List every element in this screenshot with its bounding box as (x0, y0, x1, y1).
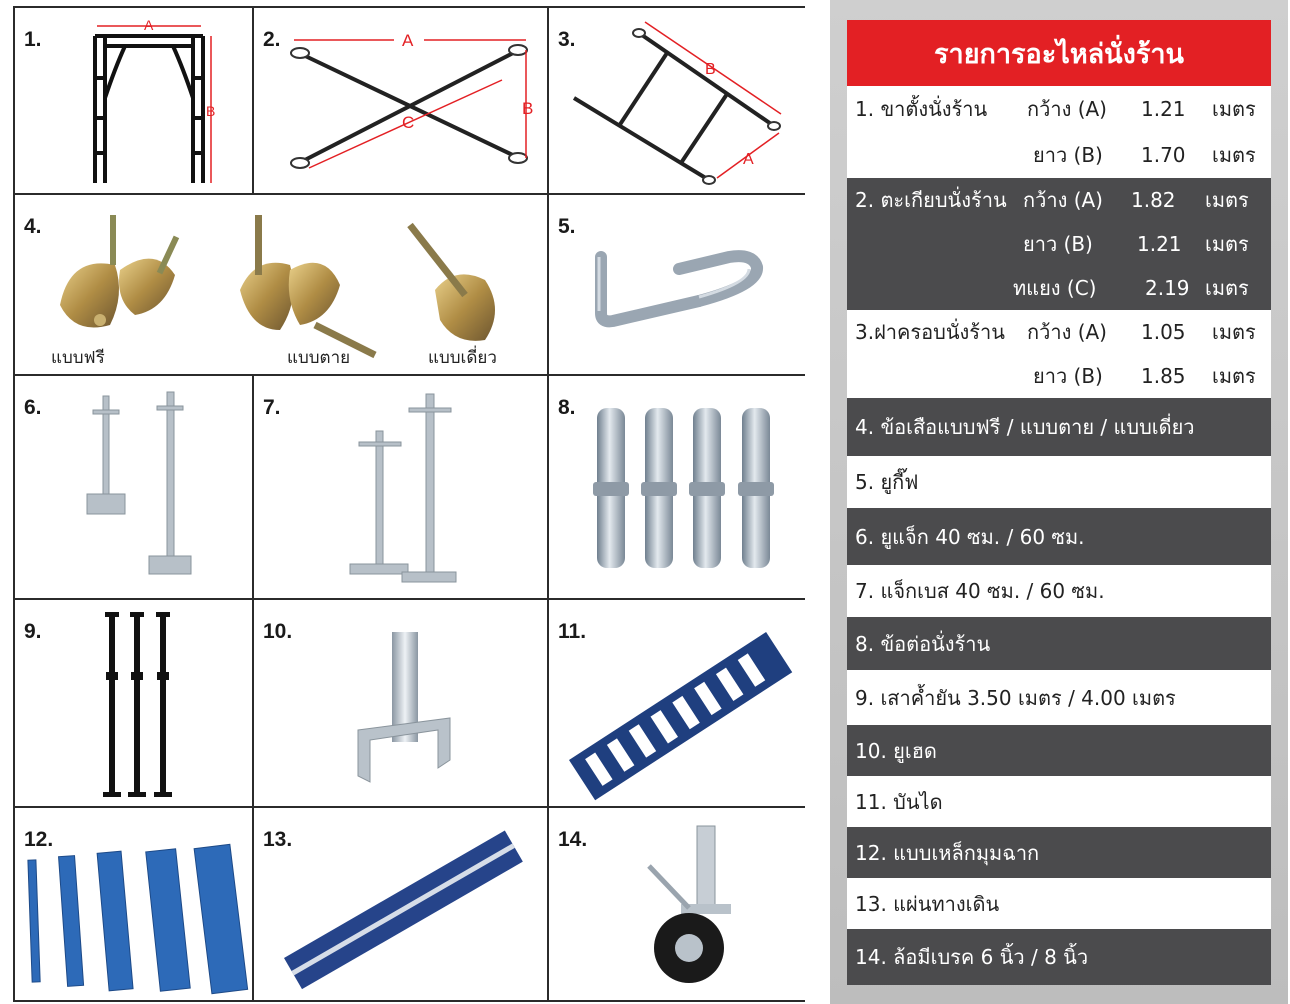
item-number: 14. (558, 828, 588, 851)
cell-u-gift-hook (549, 195, 805, 376)
item-unit: เมตร (1205, 188, 1249, 212)
item-number: 2. (263, 28, 281, 51)
ladder-brace-illustration (549, 8, 805, 195)
cell-ladder-brace (549, 8, 805, 195)
item-text: 6. ยูแจ็ก 40 ซม. / 60 ซม. (855, 524, 1085, 549)
u-head-illustration (254, 600, 549, 808)
item-number: 7. (263, 396, 281, 419)
cell-brake-wheel (549, 808, 805, 1000)
parts-list-panel (830, 0, 1288, 1004)
fixed-label: แบบตาย (287, 348, 351, 368)
cell-shoring-post (15, 600, 254, 808)
hook-illustration (549, 195, 805, 376)
item-value: 1.21 (1141, 97, 1186, 121)
item-value: 1.82 (1131, 188, 1176, 212)
item-unit: เมตร (1212, 97, 1256, 121)
product-grid (13, 6, 805, 1002)
item-number: 11. (558, 620, 587, 643)
scaffold-frame-illustration (15, 8, 254, 195)
dim-label-c: C (402, 113, 415, 132)
list-item (847, 776, 1271, 827)
item-number: 8. (558, 396, 576, 419)
list-item (847, 565, 1271, 617)
item-text: 7. แจ็กเบส 40 ซม. / 60 ซม. (855, 579, 1105, 603)
item-number: 9. (24, 620, 42, 643)
cell-cross-brace (254, 8, 549, 195)
ladder-illustration (549, 600, 805, 808)
item-number: 5. (558, 215, 576, 238)
shoring-post-illustration (15, 600, 254, 808)
list-item (847, 456, 1271, 508)
dim-label-b: B (705, 61, 716, 78)
item-text: 12. แบบเหล็กมุมฉาก (855, 840, 1040, 865)
fixed-coupler-icon (240, 215, 375, 355)
dim-label-b: B (206, 103, 216, 119)
item-dimension: ยาว (B) (1033, 143, 1103, 167)
item-unit: เมตร (1212, 320, 1256, 344)
cell-u-head (254, 600, 549, 808)
item-name: 1. ขาตั้งนั่งร้าน (855, 97, 988, 121)
item-value: 1.21 (1137, 232, 1182, 256)
item-value: 1.85 (1141, 364, 1186, 388)
item-text: 11. บันได (855, 789, 943, 814)
cell-couplers (15, 195, 549, 376)
list-item (847, 878, 1271, 929)
item-number: 3. (558, 28, 576, 51)
cell-ladder (549, 600, 805, 808)
cell-jack-base (254, 376, 549, 600)
single-coupler-icon (410, 225, 495, 341)
u-jack-illustration (15, 376, 254, 600)
item-text: 5. ยูกี๊ฟ (855, 470, 919, 494)
dim-label-b: B (522, 99, 534, 118)
item-text: 4. ข้อเสือแบบฟรี / แบบตาย / แบบเดี่ยว (855, 415, 1195, 439)
item-value: 2.19 (1145, 276, 1190, 300)
item-dimension: กว้าง (A) (1027, 97, 1107, 121)
item-number: 1. (24, 28, 42, 51)
cross-brace-illustration (254, 8, 549, 195)
list-item (847, 508, 1271, 565)
connectors-illustration (549, 376, 805, 600)
list-item (847, 86, 1271, 178)
dim-label-a: A (743, 151, 754, 168)
item-dimension: ทแยง (C) (1013, 276, 1097, 300)
item-number: 4. (24, 215, 42, 238)
swivel-coupler-icon (60, 215, 179, 328)
item-value: 1.70 (1141, 143, 1186, 167)
item-value: 1.05 (1141, 320, 1186, 344)
item-unit: เมตร (1205, 276, 1249, 300)
list-item (847, 617, 1271, 670)
item-text: 9. เสาค้ำยัน 3.50 เมตร / 4.00 เมตร (855, 685, 1176, 710)
cell-connectors (549, 376, 805, 600)
item-unit: เมตร (1212, 364, 1256, 388)
brake-wheel-illustration (549, 808, 805, 1000)
cell-walkway-plank (254, 808, 549, 1000)
item-dimension: ยาว (B) (1023, 232, 1093, 256)
dim-label-a: A (144, 17, 154, 33)
item-name: 3.ฝาครอบนั่งร้าน (855, 320, 1005, 344)
item-dimension: กว้าง (A) (1023, 188, 1103, 212)
list-item (847, 725, 1271, 776)
list-item (847, 670, 1271, 725)
jack-base-illustration (254, 376, 549, 600)
cell-steel-formwork (15, 808, 254, 1000)
item-dimension: ยาว (B) (1033, 364, 1103, 388)
item-number: 10. (263, 620, 293, 643)
item-unit: เมตร (1212, 143, 1256, 167)
cell-scaffold-frame (15, 8, 254, 195)
dim-label-a: A (402, 31, 414, 50)
item-text: 10. ยูเฮด (855, 738, 937, 763)
list-item (847, 398, 1271, 456)
item-number: 6. (24, 396, 42, 419)
list-item (847, 929, 1271, 985)
list-item (847, 827, 1271, 878)
item-dimension: กว้าง (A) (1027, 320, 1107, 344)
couplers-illustration (15, 195, 549, 376)
single-label: แบบเดี่ยว (428, 348, 497, 368)
walkway-plank-illustration (254, 808, 549, 1000)
item-text: 14. ล้อมีเบรค 6 นิ้ว / 8 นิ้ว (855, 945, 1089, 969)
item-text: 8. ข้อต่อนั่งร้าน (855, 631, 991, 656)
list-item (847, 178, 1271, 310)
cell-u-jack (15, 376, 254, 600)
swivel-label: แบบฟรี (51, 348, 105, 368)
list-item (847, 310, 1271, 398)
item-text: 13. แผ่นทางเดิน (855, 891, 1000, 916)
item-number: 12. (24, 828, 54, 851)
item-unit: เมตร (1205, 232, 1249, 256)
item-number: 13. (263, 828, 293, 851)
item-name: 2. ตะเกียบนั่งร้าน (855, 188, 1007, 212)
steel-formwork-illustration (15, 808, 254, 1000)
panel-title: รายการอะไหล่นั่งร้าน (847, 20, 1271, 86)
